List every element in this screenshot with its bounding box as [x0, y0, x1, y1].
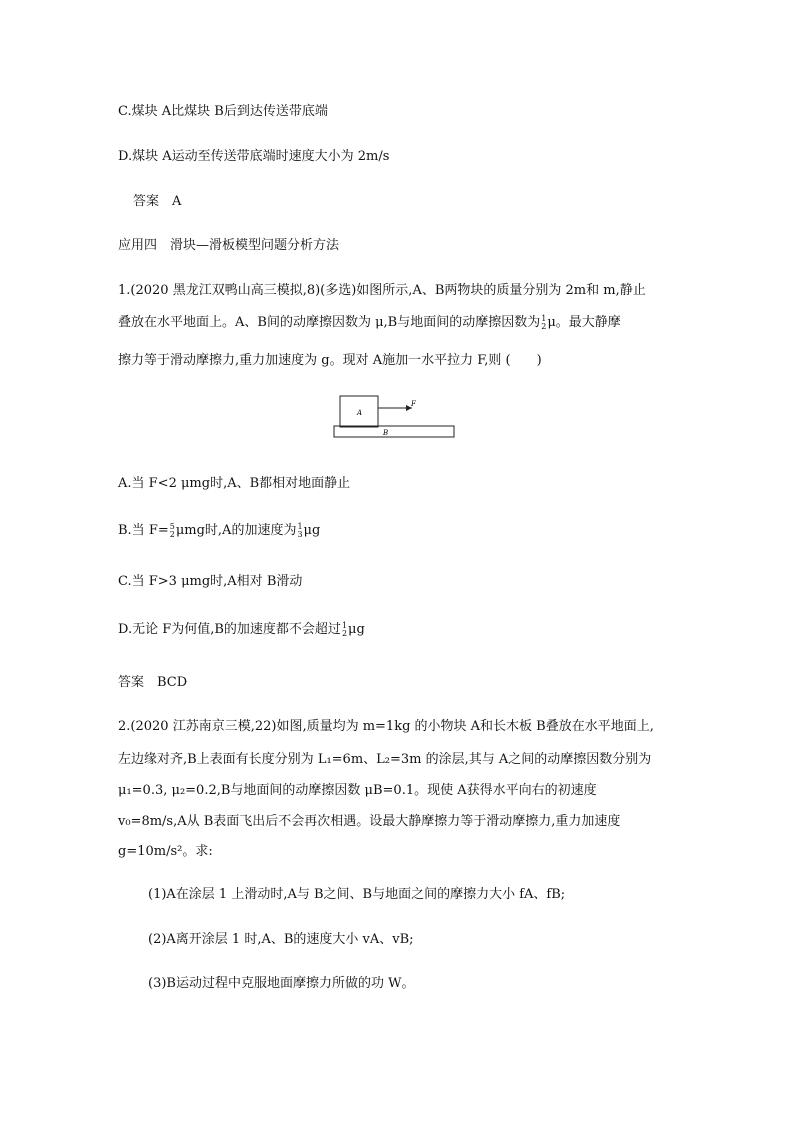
- q1-option-b: B.当 F= 5 2 μmg时,A的加速度为 1 3 μg: [118, 521, 321, 539]
- q2-stem-line-1: 2.(2020 江苏南京三模,22)如图,质量均为 m=1kg 的小物块 A和长木板 B叠放在水平地面上,: [118, 719, 654, 734]
- fraction-five-halves: 5 2: [169, 521, 175, 539]
- block-diagram: [330, 393, 458, 437]
- q2-stem-line-3: μ₁=0.3, μ₂=0.2,B与地面间的动摩擦因数 μB=0.1。现使 A获得水平向右的初速度: [118, 783, 597, 798]
- fraction-one-third: 1 3: [297, 521, 303, 539]
- q2-stem-line-2: 左边缘对齐,B上表面有长度分别为 L₁=6m、L₂=3m 的涂层,其与 A之间的动摩擦因数分别为: [118, 752, 652, 767]
- q2-stem-line-5: g=10m/s²。求:: [118, 844, 213, 859]
- q2-subquestion-1: (1)A在涂层 1 上滑动时,A与 B之间、B与地面之间的摩擦力大小 fA、fB;: [148, 887, 566, 902]
- answer-q1: 答案 BCD: [118, 675, 188, 690]
- label-b: B: [383, 429, 389, 437]
- q2-subquestion-3: (3)B运动过程中克服地面摩擦力所做的功 W。: [148, 976, 415, 991]
- q1-option-a: A.当 F<2 μmg时,A、B都相对地面静止: [118, 476, 351, 491]
- label-f: F: [411, 400, 416, 408]
- q1-option-d: D.无论 F为何值,B的加速度都不会超过 1 2 μg: [118, 620, 365, 638]
- label-a: A: [357, 409, 363, 417]
- section-heading: 应用四 滑块—滑板模型问题分析方法: [118, 238, 340, 253]
- q1-stem-line-1: 1.(2020 黑龙江双鸭山高三模拟,8)(多选)如图所示,A、B两物块的质量分别为 2m和 m,静止: [118, 283, 646, 298]
- q1-stem-line-2: 叠放在水平地面上。A、B间的动摩擦因数为 μ,B与地面间的动摩擦因数为 1 2 μ。最大静摩: [118, 313, 621, 331]
- answer-previous: 答案 A: [133, 194, 182, 209]
- q1-option-c: C.当 F>3 μmg时,A相对 B滑动: [118, 574, 303, 589]
- fraction-one-half: 1 2: [541, 313, 547, 331]
- q2-stem-line-4: v₀=8m/s,A从 B表面飞出后不会再次相遇。设最大静摩擦力等于滑动摩擦力,重力加速度: [118, 814, 621, 829]
- fraction-one-half-d: 1 2: [341, 620, 348, 638]
- option-c-previous: C.煤块 A比煤块 B后到达传送带底端: [118, 104, 328, 119]
- board-b: [334, 426, 454, 437]
- q2-subquestion-2: (2)A离开涂层 1 时,A、B的速度大小 vA、vB;: [148, 932, 414, 947]
- q1-stem-line-3: 擦力等于滑动摩擦力,重力加速度为 g。现对 A施加一水平拉力 F,则 ( ): [118, 353, 542, 368]
- option-d-previous: D.煤块 A运动至传送带底端时速度大小为 2m/s: [118, 149, 390, 164]
